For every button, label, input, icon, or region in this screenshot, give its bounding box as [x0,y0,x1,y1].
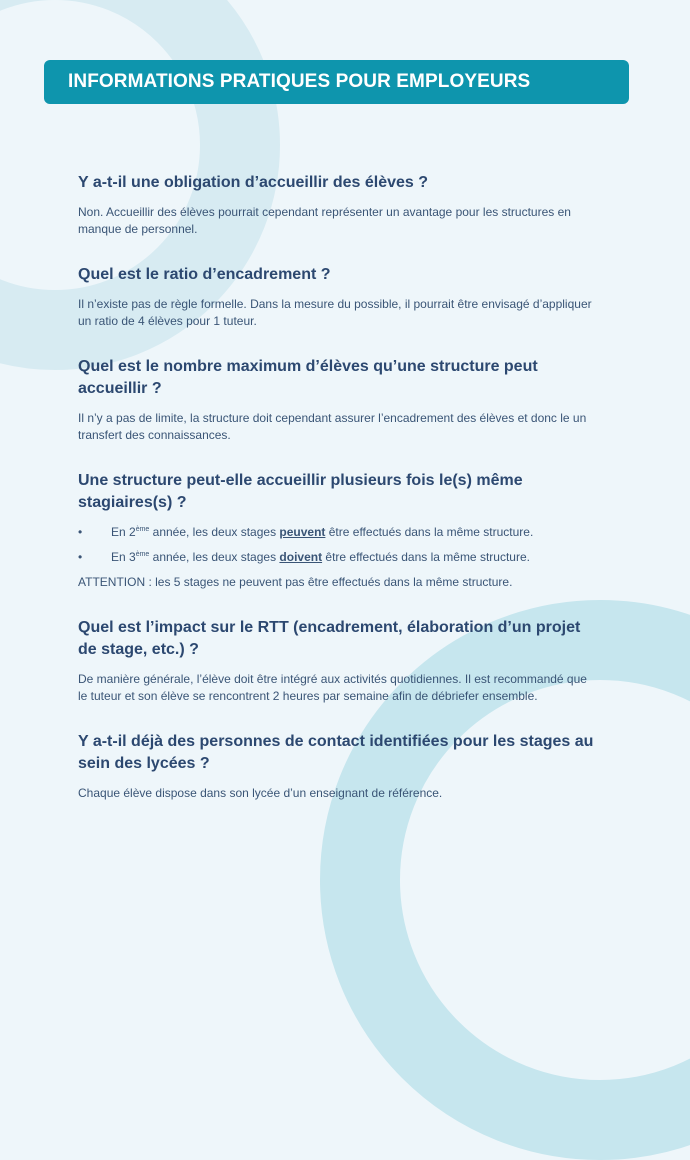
emphasis-text: peuvent [279,525,326,539]
faq-bullet-list [78,524,598,566]
bullet-marker: • [78,525,83,539]
page-title: INFORMATIONS PRATIQUES POUR EMPLOYEURS [68,71,531,92]
faq-question: Y a-t-il déjà des personnes de contact identifiées pour les stages au sein des lycées ? [78,733,594,772]
faq-item-contacts [78,731,598,802]
faq-answer: De manière générale, l’élève doit être intégré aux activités quotidiennes. Il est recommandé que le tuteur et son élève se rencontrent 2 heures par semaine afin de débriefer ensemble. [78,672,587,703]
faq-item-max-students [78,356,598,444]
faq-answer: Il n’existe pas de règle formelle. Dans la mesure du possible, il pourrait être envisagé d’appliquer un ratio de 4 élèves pour 1 tuteur. [78,297,592,328]
faq-bullet-item: • En 3ème année, les deux stages doivent être effectués dans la même structure. [78,550,530,564]
faq-question: Quel est le nombre maximum d’élèves qu’une structure peut accueillir ? [78,358,538,397]
faq-answer: Non. Accueillir des élèves pourrait cependant représenter un avantage pour les structures en manque de personnel. [78,205,571,236]
faq-item-rtt-impact [78,617,598,705]
faq-bullet-item: • En 2ème année, les deux stages peuvent être effectués dans la même structure. [78,525,534,539]
title-banner [44,60,629,104]
faq-answer: Chaque élève dispose dans son lycée d’un enseignant de référence. [78,786,443,800]
bullet-marker: • [78,550,83,564]
faq-question: Quel est le ratio d’encadrement ? [78,266,331,283]
faq-answer: Il n’y a pas de limite, la structure doit cependant assurer l’encadrement des élèves et donc le un transfert des connaissances. [78,411,587,442]
faq-question: Une structure peut-elle accueillir plusieurs fois le(s) même stagiaires(s) ? [78,472,523,511]
faq-question: Quel est l’impact sur le RTT (encadrement, élaboration d’un projet de stage, etc.) ? [78,619,581,658]
faq-note: ATTENTION : les 5 stages ne peuvent pas être effectués dans la même structure. [78,575,513,589]
faq-item-ratio [78,264,598,330]
faq-question: Y a-t-il une obligation d’accueillir des élèves ? [78,174,429,191]
faq-content [78,172,598,828]
emphasis-text: doivent [279,550,323,564]
faq-item-obligation [78,172,598,238]
faq-item-same-interns [78,470,598,591]
